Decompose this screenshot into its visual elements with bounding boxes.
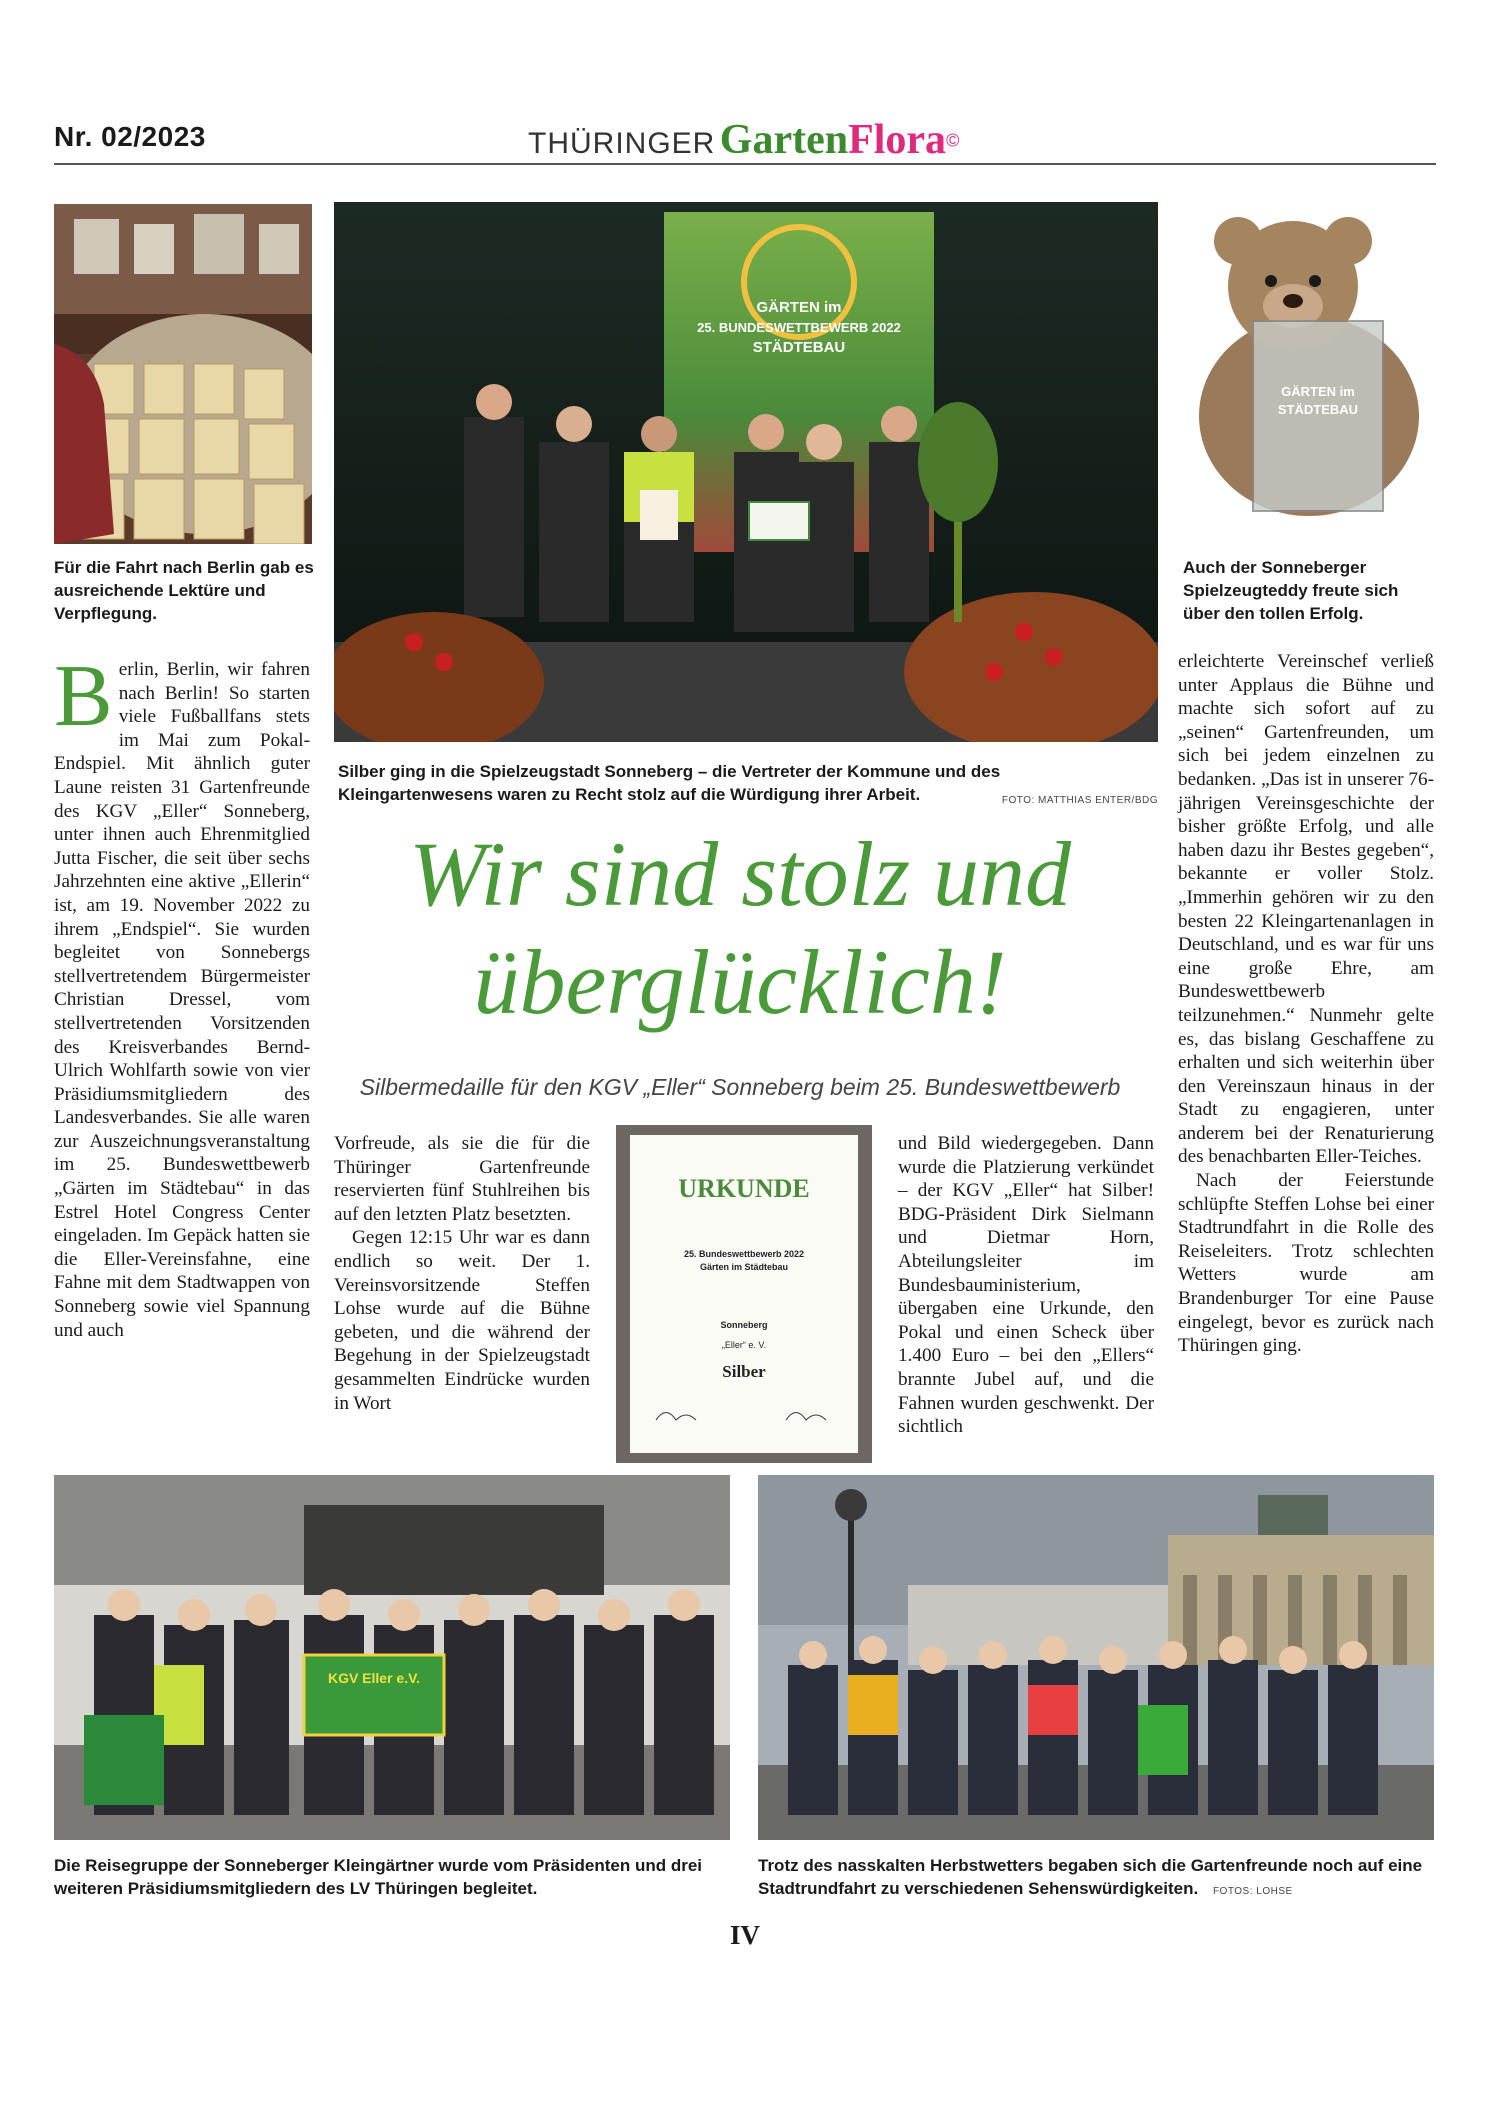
page-number: IV bbox=[729, 1920, 760, 1950]
masthead-mark: © bbox=[946, 130, 960, 151]
certificate-club: „Eller“ e. V. bbox=[721, 1340, 767, 1350]
certificate-contest: 25. Bundeswettbewerb 2022 bbox=[683, 1249, 805, 1259]
photo-certificate bbox=[616, 1125, 872, 1463]
svg-text:GÄRTEN im: GÄRTEN im bbox=[756, 299, 842, 316]
certificate-title: URKUNDE bbox=[678, 1174, 810, 1203]
masthead-flora: Flora bbox=[848, 117, 947, 163]
photo-teddy bbox=[1183, 206, 1435, 526]
caption-group-brandenburg-gate bbox=[758, 1854, 1438, 1903]
caption-group-brandenburg-gate-text: Trotz des nasskalten Herbstwetters begaben sich die Gartenfreunde noch auf eine Stadtrundfahrt zu verschiedenen Sehenswürdigkeiten. bbox=[758, 1856, 1423, 1898]
masthead-garten: Garten bbox=[719, 117, 849, 163]
svg-text:STÄDTEBAU: STÄDTEBAU bbox=[752, 339, 846, 356]
article-headline: Wir sind stolz und überglücklich! bbox=[408, 823, 1071, 1033]
issue-number: Nr. 02/2023 bbox=[54, 121, 206, 152]
caption-award-stage-text: Silber ging in die Spielzeugstadt Sonneberg – die Vertreter der Kommune und des Kleingartenwesens waren zu Recht stolz auf die Würdigung ihrer Arbeit. bbox=[338, 762, 1001, 804]
photo-credit-enter: FOTO: MATTHIAS ENTER/BDG bbox=[1001, 795, 1158, 806]
svg-text:KGV Eller e.V.: KGV Eller e.V. bbox=[327, 1670, 421, 1686]
certificate-town: Sonneberg bbox=[720, 1320, 768, 1330]
header-rule bbox=[54, 163, 1436, 165]
caption-award-stage bbox=[338, 760, 1158, 812]
caption-group-congress: Die Reisegruppe der Sonneberger Kleingärtner wurde vom Präsidenten und drei weiteren Präsidiumsmitgliedern des LV Thüringen begleitet. bbox=[54, 1856, 703, 1898]
svg-text:GÄRTEN im: GÄRTEN im bbox=[1281, 384, 1355, 399]
article-dropcap: B bbox=[54, 648, 113, 745]
photo-credit-lohse: FOTOS: LOHSE bbox=[1212, 1886, 1293, 1897]
article-column-3: und Bild wiedergegeben. Dann wurde die Platzierung verkündet – der KGV „Eller“ hat Silber! BDG-Präsident Dirk Sielmann und Dietmar Horn, Abteilungsleiter im Bundesbauministerium, übergaben eine Urkunde, den Pokal und einen Scheck über 1.400 Euro – bei den „Ellers“ brannte Jubel auf, und die Fahnen wurden geschwenkt. Der sichtlich bbox=[898, 1133, 1154, 1438]
certificate-award: Silber bbox=[722, 1362, 766, 1381]
article-subheadline: Silbermedaille für den KGV „Eller“ Sonneberg beim 25. Bundeswettbewerb bbox=[359, 1074, 1121, 1100]
article-column-4-para-2: Nach der Feierstunde schlüpfte Steffen Lohse bei einer Stadtrundfahrt in die Rolle des Reiseleiters. Trotz schlechten Wetters wurde am Brandenburger Tor eine Pause eingelegt, bevor es zurück nach Thüringen ging. bbox=[1178, 1170, 1434, 1357]
masthead-logo bbox=[528, 116, 959, 164]
article-column-4-para-1: erleichterte Vereinschef verließ unter Applaus die Bühne und machte sich sofort auf zu „seinen“ Gartenfreunden, um sich bei jedem einzelnen zu bedanken. „Das ist in unserer 76-jährigen Vereinsgeschichte der bisher größte Erfolg, und alle haben dazu ihr Bestes gegeben“, bekannte er voller Stolz. „Immerhin gehören wir zu den besten 22 Kleingartenanlagen in Deutschland, und es war für uns eine große Ehre, am Bundeswettbewerb teilzunehmen.“ Nunmehr gelte es, das bislang Geschaffene zu erhalten und sich weiterhin über den Vereinszaun hinaus in der Stadt zu engagieren, unter anderem bei der Renaturierung des benachbarten Eller-Teiches. bbox=[1178, 651, 1434, 1168]
svg-text:25. BUNDESWETTBEWERB 2022: 25. BUNDESWETTBEWERB 2022 bbox=[697, 320, 901, 335]
article-column-2-para-1: Vorfreude, als sie die für die Thüringer Gartenfreunde reservierten fünf Stuhlreihen bis auf den letzten Platz besetzten. bbox=[334, 1133, 590, 1225]
photo-gift-bags bbox=[54, 204, 312, 544]
article-column-2-para-2: Gegen 12:15 Uhr war es dann endlich so weit. Der 1. Vereinsvorsitzende Steffen Lohse wurde auf die Bühne gebeten, und die während der Begehung in der Spielzeugstadt gesammelten Eindrücke wurden in Wort bbox=[334, 1227, 590, 1414]
svg-text:STÄDTEBAU: STÄDTEBAU bbox=[1277, 402, 1359, 417]
caption-gift-bags: Für die Fahrt nach Berlin gab es ausreichende Lektüre und Verpflegung. bbox=[54, 558, 314, 623]
article-column-1 bbox=[54, 648, 310, 1342]
article-column-1-text: erlin, Berlin, wir fahren nach Berlin! So starten viele Fußballfans stets im Mai zum Pokal-Endspiel. Mit ähnlich guter Laune reisten 31 Gartenfreunde des KGV „Eller“ Sonneberg, unter ihnen auch Ehrenmitglied Jutta Fischer, die seit über sechs Jahrzehnten eine aktive „Ellerin“ ist, am 19. November 2022 zu ihrem „Endspiel“. Sie wurden begleitet von Sonnebergs stellvertretendem Bürgermeister Christian Dressel, vom stellvertretenden Vorsitzenden des Kreisverbandes Bernd-Ulrich Wohlfarth sowie von vier Präsidiumsmitgliedern des Landesverbandes. Sie alle waren zur Auszeichnungsveranstaltung im 25. Bundeswettbewerb „Gärten im Städtebau“ in das Estrel Hotel Congress Center eingeladen. Im Gepäck hatten sie die Eller-Vereinsfahne, eine Fahne mit dem Stadtwappen von Sonneberg sowie viel Spannung und auch bbox=[54, 659, 310, 1341]
photo-award-stage bbox=[334, 202, 1158, 742]
photo-group-brandenburg-gate bbox=[758, 1475, 1434, 1840]
masthead-prefix: THÜRINGER bbox=[528, 127, 716, 160]
certificate-theme: Gärten im Städtebau bbox=[699, 1262, 789, 1272]
photo-group-congress bbox=[54, 1475, 730, 1840]
article-column-4 bbox=[1178, 650, 1434, 1358]
caption-teddy: Auch der Sonneberger Spielzeugteddy freute sich über den tollen Erfolg. bbox=[1183, 558, 1399, 623]
article-column-2 bbox=[334, 1132, 590, 1415]
